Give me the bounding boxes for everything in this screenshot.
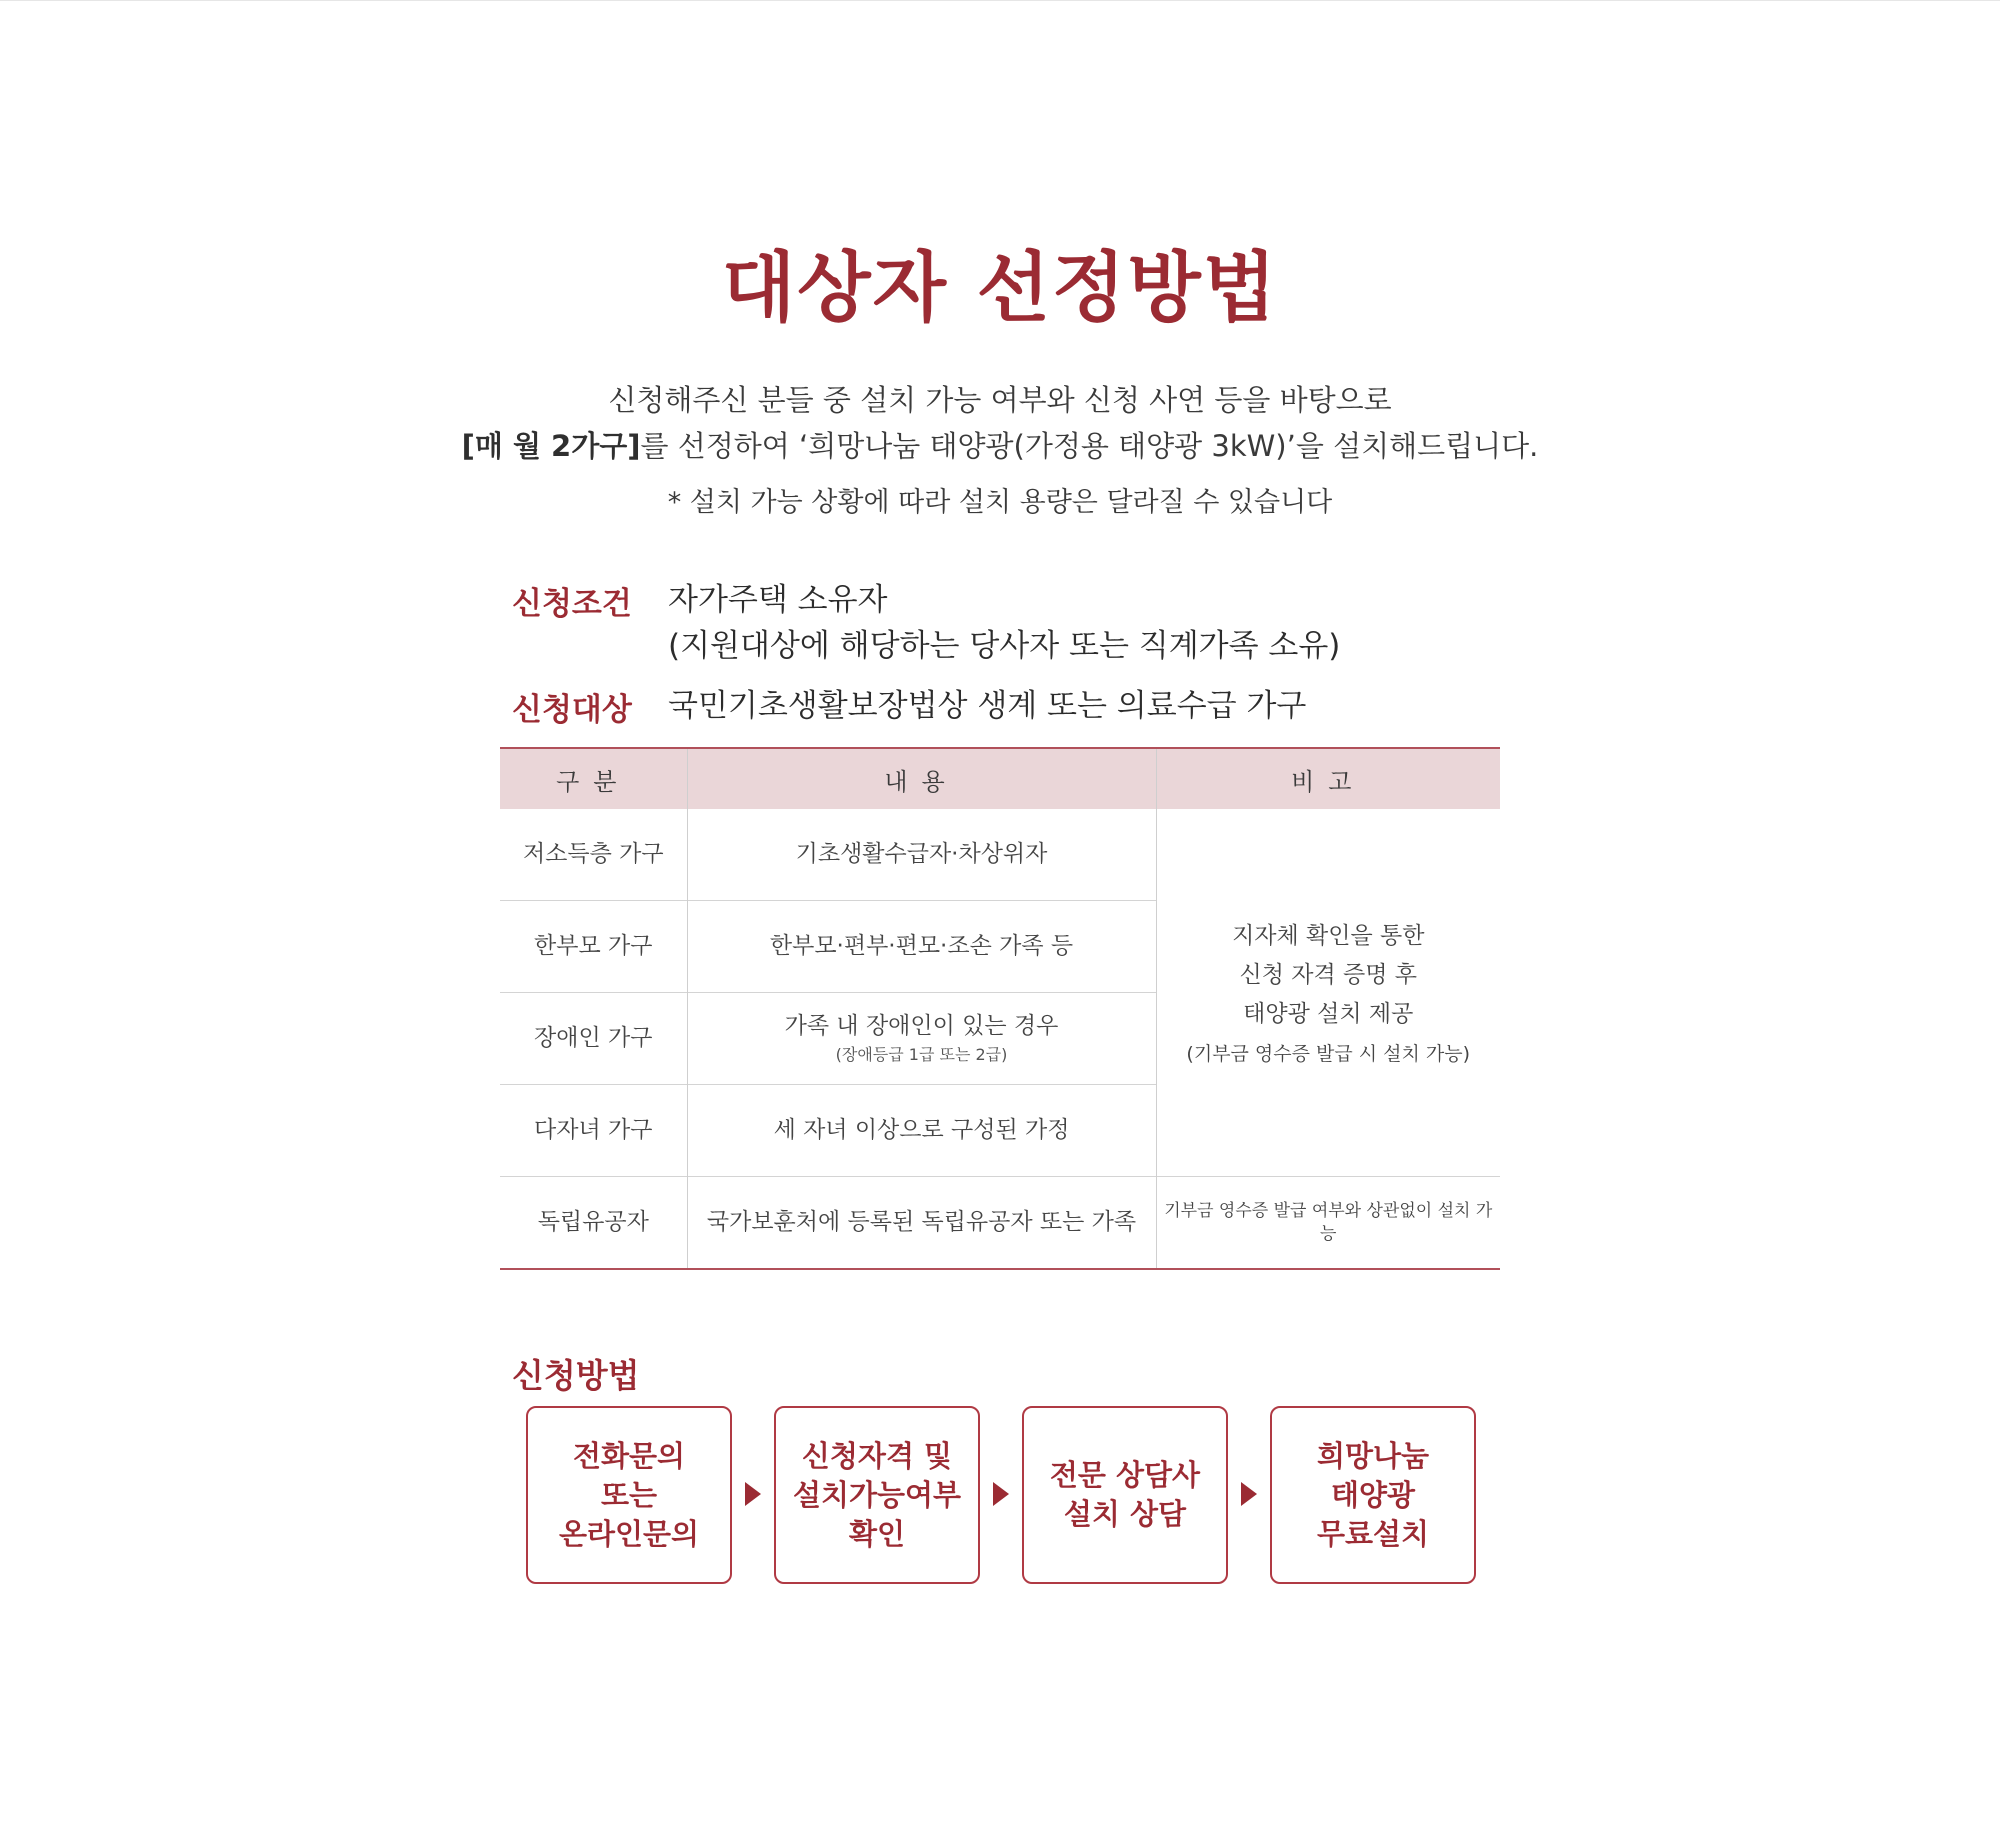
step-label: 신청자격 및 설치가능여부 확인 xyxy=(792,1438,962,1551)
row-category: 독립유공자 xyxy=(500,1177,687,1270)
table-row xyxy=(500,1177,1500,1270)
step-eligibility-check xyxy=(774,1406,980,1584)
target-value: 국민기초생활보장법상 생계 또는 의료수급 가구 xyxy=(668,688,1307,724)
page-title: 대상자 선정방법 xyxy=(721,243,1279,332)
row-category: 다자녀 가구 xyxy=(500,1085,687,1177)
arrow-right-icon xyxy=(1241,1482,1257,1506)
note-line-1: 지자체 확인을 통한 xyxy=(1232,923,1425,950)
intro-line-2 xyxy=(0,424,2000,465)
row-category: 한부모 가구 xyxy=(500,901,687,993)
intro-highlight: [매 월 2가구] xyxy=(461,429,641,463)
eligibility-table xyxy=(500,747,1500,1270)
target-label: 신청대상 xyxy=(512,692,632,728)
row-content-cell xyxy=(687,993,1156,1085)
row-content: 국가보훈처에 등록된 독립유공자 또는 가족 xyxy=(687,1177,1156,1270)
row-content: 가족 내 장애인이 있는 경우 xyxy=(784,1013,1059,1040)
intro-line-1: 신청해주신 분들 중 설치 가능 여부와 신청 사연 등을 바탕으로 xyxy=(608,383,1392,417)
row-content-sub: (장애등급 1급 또는 2급) xyxy=(835,1045,1008,1065)
step-phone-inquiry xyxy=(526,1406,732,1584)
header-content: 내용 xyxy=(687,748,1156,809)
row-content: 세 자녀 이상으로 구성된 가정 xyxy=(687,1085,1156,1177)
requirement-label: 신청조건 xyxy=(512,586,632,622)
row-category: 저소득층 가구 xyxy=(522,840,664,867)
row-category: 장애인 가구 xyxy=(500,993,687,1085)
requirement-value: 자가주택 소유자 xyxy=(668,582,888,618)
row-note: 기부금 영수증 발급 여부와 상관없이 설치 가능 xyxy=(1156,1177,1500,1270)
step-free-install xyxy=(1270,1406,1476,1584)
method-label: 신청방법 xyxy=(512,1356,640,1395)
top-divider xyxy=(0,0,2000,1)
merged-note-cell xyxy=(1156,809,1500,1177)
row-content: 한부모·편부·편모·조손 가족 등 xyxy=(687,901,1156,993)
intro-line-2-text: 를 선정하여 ‘희망나눔 태양광(가정용 태양광 3kW)’을 설치해드립니다. xyxy=(640,429,1539,463)
note-line-3: 태양광 설치 제공 xyxy=(1243,1001,1414,1028)
row-content: 기초생활수급자·차상위자 xyxy=(687,809,1156,901)
step-label: 희망나눔 태양광 무료설치 xyxy=(1316,1438,1430,1551)
step-consultation xyxy=(1022,1406,1228,1584)
note-line-2: 신청 자격 증명 후 xyxy=(1239,962,1417,989)
step-label: 전화문의 또는 온라인문의 xyxy=(558,1438,700,1551)
table-header-row xyxy=(500,748,1500,809)
header-note: 비고 xyxy=(1156,748,1500,809)
step-label: 전문 상담사 설치 상담 xyxy=(1049,1458,1201,1531)
note-sub: (기부금 영수증 발급 시 설치 가능) xyxy=(1186,1043,1471,1066)
arrow-right-icon xyxy=(993,1482,1009,1506)
requirement-sub: (지원대상에 해당하는 당사자 또는 직계가족 소유) xyxy=(668,628,1341,664)
table-row xyxy=(500,809,1500,901)
header-category: 구분 xyxy=(500,748,687,809)
arrow-right-icon xyxy=(745,1482,761,1506)
intro-note: * 설치 가능 상황에 따라 설치 용량은 달라질 수 있습니다 xyxy=(667,487,1333,518)
